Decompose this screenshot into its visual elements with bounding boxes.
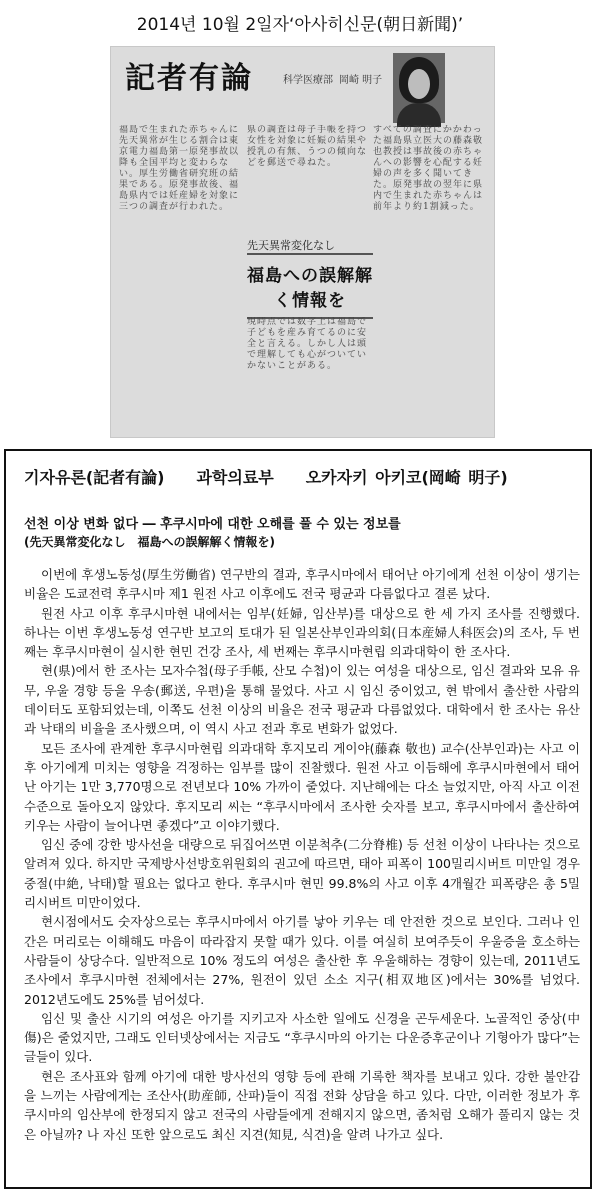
clipping-headline: 福島への誤解解く情報を xyxy=(247,253,373,319)
clipping-subheadline: 先天異常変化なし xyxy=(247,239,335,252)
paragraph: 이번에 후생노동성(厚生労働省) 연구반의 결과, 후쿠시마에서 태어난 아기에게 선천 이상이 생기는 비율은 도쿄전력 후쿠시마 제1 원전 사고 이후에도 전국 평균과 다름없다고 결론 났다. xyxy=(24,567,580,602)
page-caption: 2014년 10월 2일자‘아사히신문(朝日新聞)’ xyxy=(136,15,464,35)
newspaper-clipping-image xyxy=(110,46,495,438)
paragraph: 현시점에서도 숫자상으로는 후쿠시마에서 아기를 낳아 키우는 데 안전한 것으로 보인다. 그러나 인간은 머리로는 이해해도 마음이 따라잡지 못할 때가 있다. 이를 여실히 보여주듯이 우울증을 호소하는 사람들이 상당수다. 일반적으로 10% 정도의 여성은 출산한 후 우울해하는 경향이 있는데, 2011년도 조사에서 후쿠시마현 전체에서는 27%, 원전이 있던 소소 지구(相双地区)에서는 30%를 넘었다. 2012년도에도 25%를 넘어섰다. xyxy=(24,914,580,1007)
clipping-dept: 科学医療部 xyxy=(283,75,333,86)
clipping-column-3: すべての調査にかかわった福島県立医大の藤森敬也教授は事故後の赤ちゃんへの影響を心配する妊婦の声を多く聞いてきた。原発事故の翌年に県内で生まれた赤ちゃんは前年より約1割減った。 xyxy=(373,125,484,212)
writer-photo xyxy=(393,53,445,123)
paragraph: 현은 조사표와 함께 아기에 대한 방사선의 영향 등에 관해 기록한 책자를 보내고 있다. 강한 불안감을 느끼는 사람에게는 조산사(助産師, 산파)들이 직접 전화 상담을 하고 있다. 다만, 이러한 정보가 후쿠시마의 임산부에 한정되지 않고 전국의 사람들에게 전해지지 않으면, 좀처럼 오해가 풀리지 않는 것은 아닐까? 나 자신 또한 앞으로도 최신 지견(知見, 식견)을 알려 나가고 싶다. xyxy=(24,1068,580,1142)
clipping-column-1: 福島で生まれた赤ちゃんに先天異常が生じる割合は東京電力福島第一原発事故以降も全国平均と変わらない。厚生労働省研究班の結果である。原発事故後、福島県内では妊産婦を対象に三つの調査が行われた。 xyxy=(119,125,240,212)
article-body xyxy=(24,565,580,1144)
paragraph: 현(県)에서 한 조사는 모자수첩(母子手帳, 산모 수첩)이 있는 여성을 대상으로, 임신 결과와 모유 유무, 우울 경향 등을 우송(郵送, 우편)을 통해 물었다. 사고 시 임신 중이었고, 현 밖에서 출산한 사람의 데이터도 포함되었는데, 이쪽도 선천 이상의 비율은 전국 평균과 다름없었다. 대학에서 한 조사는 유산과 낙태의 비율을 조사했으며, 이 역시 사고 전과 후로 변화가 없었다. xyxy=(24,663,580,737)
article-subtitle-japanese: (先天異常変化なし 福島への誤解解く情報を) xyxy=(24,535,275,549)
article-subtitle-korean: 선천 이상 변화 없다 ― 후쿠시마에 대한 오해를 풀 수 있는 정보를 xyxy=(24,517,401,532)
column-title: 記者有論 xyxy=(125,61,253,96)
article-title: 기자유론(記者有論) 과학의료부 오카자키 아키코(岡崎 明子) xyxy=(24,468,508,487)
paragraph: 임신 및 출산 시기의 여성은 아기를 지키고자 사소한 일에도 신경을 곤두세운다. 노골적인 중상(中傷)은 줄었지만, 그래도 인터넷상에서는 지금도 “후쿠시마의 아기는 다운증후군이나 기형아가 많다”는 글들이 있다. xyxy=(24,1010,580,1065)
clipping-column-4: 現時点では数字上は福島で子どもを産み育てるのに安全と言える。しかし人は頭で理解しても心がついていかないことがある。 xyxy=(247,317,367,371)
clipping-column-2: 県の調査は母子手帳を持つ女性を対象に妊娠の結果や授乳の有無、うつの傾向などを郵送で尋ねた。 xyxy=(247,125,367,168)
paragraph: 임신 중에 강한 방사선을 대량으로 뒤집어쓰면 이분척추(二分脊椎) 등 선천 이상이 나타나는 것으로 알려져 있다. 하지만 국제방사선방호위원회의 권고에 따르면, 태아 피폭이 100밀리시버트 미만일 경우 중절(中絶, 낙태)할 필요는 없다고 한다. 후쿠시마 현민 99.8%의 사고 이후 4개월간 피폭량은 총 5밀리시버트 미만이었다. xyxy=(24,837,580,911)
translation-box xyxy=(4,449,592,1189)
clipping-writer: 岡崎 明子 xyxy=(339,75,383,86)
paragraph: 원전 사고 이후 후쿠시마현 내에서는 임부(妊婦, 임산부)를 대상으로 한 세 가지 조사를 진행했다. 하나는 이번 후생노동성 연구반 보고의 토대가 된 일본산부인과의회(日本産婦人科医会)의 조사, 두 번째는 후쿠시마현이 실시한 현민 건강 조사, 세 번째는 후쿠시마현립 의과대학이 한 조사다. xyxy=(24,605,580,660)
paragraph: 모든 조사에 관계한 후쿠시마현립 의과대학 후지모리 게이야(藤森 敬也) 교수(산부인과)는 사고 이후 아기에게 미치는 영향을 걱정하는 임부를 많이 진찰했다. 원전 사고 이듬해에 후쿠시마현에서 태어난 아기는 1만 3,770명으로 전년보다 10% 가까이 줄었다. 지난해에는 다소 늘었지만, 아직 사고 이전 수준으로 돌아오지 않았다. 후지모리 씨는 “후쿠시마에서 조사한 숫자를 보고, 후쿠시마에서 출산하여 키우는 사람이 늘어나면 좋겠다”고 이야기했다. xyxy=(24,740,580,833)
